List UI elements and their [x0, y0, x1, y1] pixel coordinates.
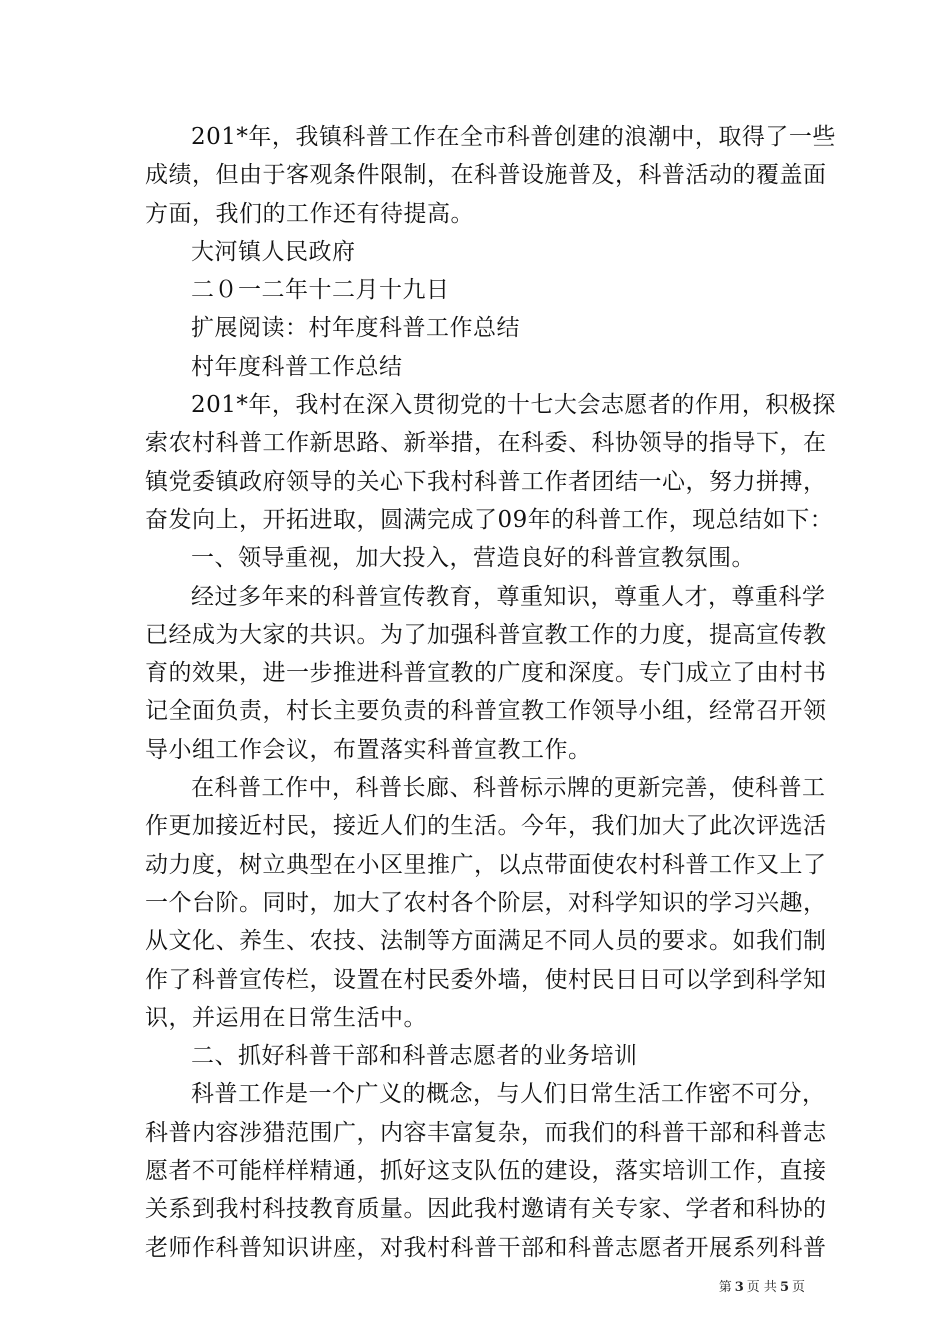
text-line: 动力度，树立典型在小区里推广，以点带面使农村科普工作又上了 — [145, 851, 827, 878]
text-line: 从文化、养生、农技、法制等方面满足不同人员的要求。如我们制 — [145, 928, 827, 955]
text-line: 已经成为大家的共识。为了加强科普宣教工作的力度，提高宣传教 — [145, 621, 827, 648]
text-line: 经过多年来的科普宣传教育，尊重知识，尊重人才，尊重科学 — [191, 583, 826, 610]
text-line: 镇党委镇政府领导的关心下我村科普工作者团结一心，努力拼搏， — [145, 468, 827, 495]
text-line: 村年度科普工作总结 — [191, 353, 403, 380]
text-line: 二、抓好科普干部和科普志愿者的业务培训 — [191, 1043, 638, 1070]
text-line: 方面，我们的工作还有待提高。 — [145, 200, 474, 227]
footer-middle: 页 共 — [746, 1280, 777, 1295]
text-line: 导小组工作会议，布置落实科普宣教工作。 — [145, 736, 592, 763]
text-line: 科普工作是一个广义的概念，与人们日常生活工作密不可分， — [191, 1081, 826, 1108]
text-line: 关系到我村科技教育质量。因此我村邀请有关专家、学者和科协的 — [145, 1196, 827, 1223]
text-line: 成绩，但由于客观条件限制，在科普设施普及，科普活动的覆盖面 — [145, 162, 827, 189]
text-line: 201*年，我村在深入贯彻党的十七大会志愿者的作用，积极探 — [191, 392, 836, 419]
document-body — [145, 118, 836, 1267]
text-line: 大河镇人民政府 — [191, 238, 356, 265]
current-page-number: 3 — [734, 1280, 744, 1295]
text-line: 记全面负责，村长主要负责的科普宣教工作领导小组，经常召开领 — [145, 698, 827, 725]
text-line: 201*年，我镇科普工作在全市科普创建的浪潮中，取得了一些 — [191, 124, 836, 150]
page-footer — [719, 1276, 805, 1295]
text-line: 奋发向上，开拓进取，圆满完成了09年的科普工作，现总结如下： — [145, 506, 834, 533]
text-line: 一个台阶。同时，加大了农村各个阶层，对科学知识的学习兴趣， — [145, 889, 827, 916]
text-line: 一、领导重视，加大投入，营造良好的科普宣教氛围。 — [191, 545, 755, 572]
text-line: 科普内容涉猎范围广，内容丰富复杂，而我们的科普干部和科普志 — [145, 1119, 827, 1146]
text-line: 愿者不可能样样精通，抓好这支队伍的建设，落实培训工作，直接 — [145, 1158, 827, 1185]
text-line: 在科普工作中，科普长廊、科普标示牌的更新完善，使科普工 — [191, 775, 826, 802]
total-page-count: 5 — [779, 1280, 789, 1295]
text-line: 扩展阅读：村年度科普工作总结 — [191, 315, 520, 342]
text-line: 老师作科普知识讲座，对我村科普干部和科普志愿者开展系列科普 — [145, 1234, 827, 1261]
text-line: 作更加接近村民，接近人们的生活。今年，我们加大了此次评选活 — [145, 813, 827, 840]
text-line: 作了科普宣传栏，设置在村民委外墙，使村民日日可以学到科学知 — [145, 966, 827, 993]
footer-suffix: 页 — [791, 1280, 805, 1295]
footer-prefix: 第 — [718, 1280, 732, 1295]
text-line: 育的效果，进一步推进科普宣教的广度和深度。专门成立了由村书 — [145, 660, 827, 687]
text-line: 识，并运用在日常生活中。 — [145, 1004, 427, 1031]
text-line: 索农村科普工作新思路、新举措，在科委、科协领导的指导下，在 — [145, 430, 827, 457]
text-line: 二０一二年十二月十九日 — [191, 277, 450, 304]
